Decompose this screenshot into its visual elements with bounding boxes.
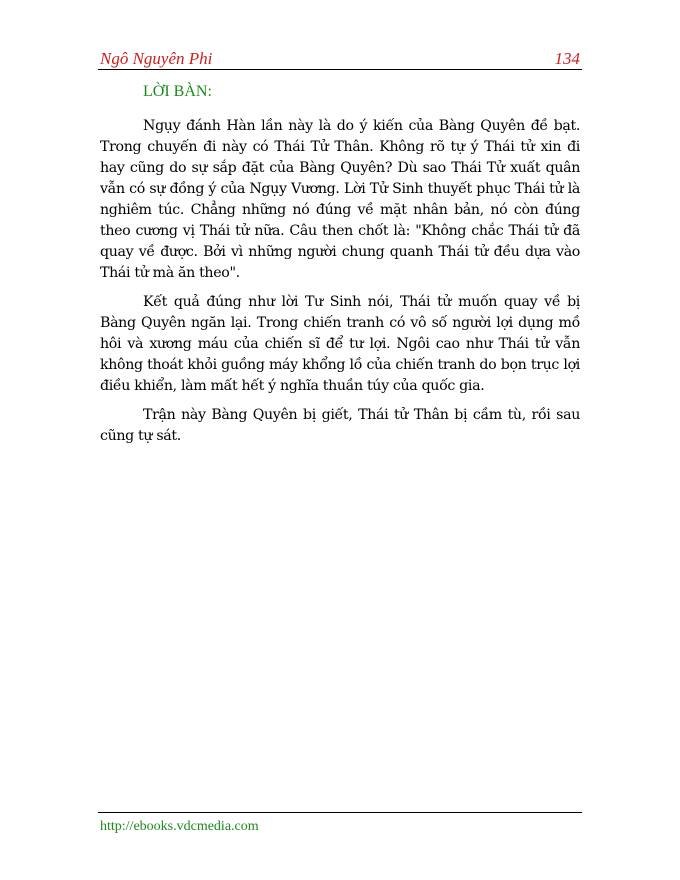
paragraph-3: Trận này Bàng Quyên bị giết, Thái tử Thân bị cầm tù, rồi sau cũng tự sát. [100, 407, 580, 444]
page-number: 134 [554, 49, 580, 68]
page-footer [98, 812, 582, 834]
footer-link[interactable]: http://ebooks.vdcmedia.com [100, 819, 259, 834]
paragraph-2: Kết quả đúng như lời Tư Sinh nói, Thái tử muốn quay về bị Bàng Quyên ngăn lại. Trong chiến tranh có vô số người lợi dụng mồ hôi và xương máu của chiến sĩ để tư lợi. Ngôi cao như Thái tử vẫn không thoát khỏi guồng máy khổng lồ của chiến tranh do bọn trục lợi điều khiển, làm mất hết ý nghĩa thuần túy của quốc gia. [100, 294, 580, 394]
paragraph-1: Ngụy đánh Hàn lần này là do ý kiến của Bàng Quyên đề bạt. Trong chuyến đi này có Thái Tử Thân. Không rõ tự ý Thái tử xin đi hay cũng do sự sắp đặt của Bàng Quyên? Dù sao Thái Tử xuất quân vẫn có sự đồng ý của Ngụy Vương. Lời Tử Sinh thuyết phục Thái tử là nghiêm túc. Chẳng những nó đúng về mặt nhân bản, nó còn đúng theo cương vị Thái tử nữa. Câu then chốt là: "Không chắc Thái tử đã quay về được. Bởi vì những người chung quanh Thái tử đều dựa vào Thái tử mà ăn theo". [100, 118, 580, 281]
page-content [100, 80, 580, 455]
page-header [98, 47, 582, 70]
author-name: Ngô Nguyên Phi [100, 49, 213, 68]
section-heading: LỜI BÀN: [143, 83, 212, 100]
